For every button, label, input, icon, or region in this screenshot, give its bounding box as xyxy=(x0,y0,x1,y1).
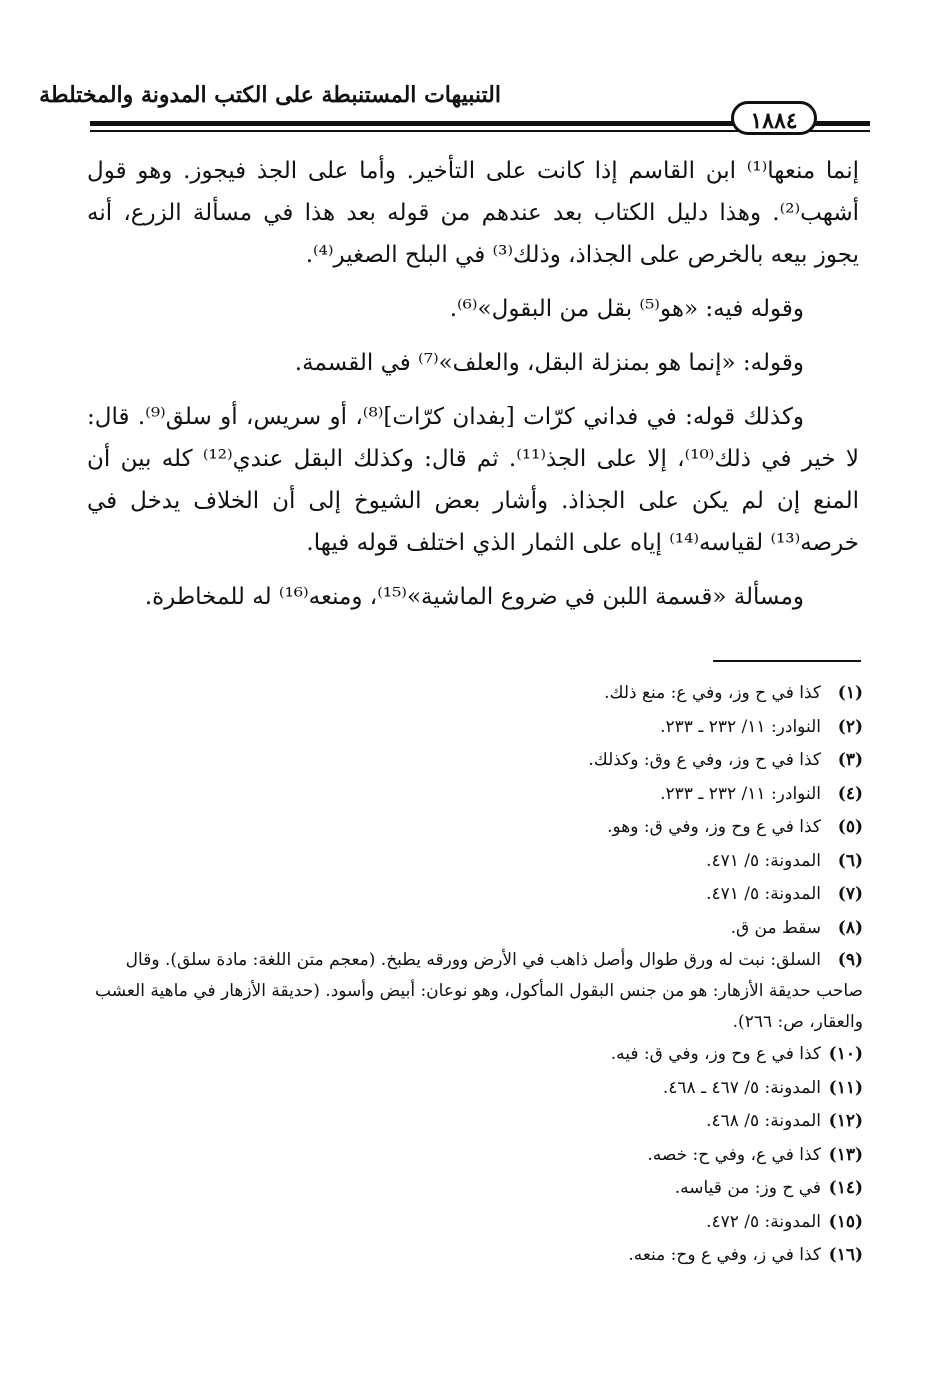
footnote xyxy=(78,778,863,812)
page-number: ١٨٨٤ xyxy=(731,101,817,135)
footnote xyxy=(78,845,863,879)
footnote-number: (١٥) xyxy=(828,1211,863,1232)
footnote-text: النوادر: ١١/ ٢٣٢ ـ ٢٣٣. xyxy=(660,783,821,804)
main-text xyxy=(87,150,859,630)
footnote-text: كذا في ح وز، وفي ع: منع ذلك. xyxy=(604,683,821,703)
footnote-number: (١٢) xyxy=(828,1111,863,1131)
footnote-text: المدونة: ٥/ ٤٦٨. xyxy=(706,1111,821,1131)
footnote-number: (٢) xyxy=(837,716,863,737)
paragraph: ومسألة «قسمة اللبن في ضروع الماشية»⁽¹⁵⁾، ومنعه⁽¹⁶⁾ له للمخاطرة. xyxy=(144,584,804,610)
footnote xyxy=(78,1105,863,1139)
footnote xyxy=(78,1038,863,1072)
footnote-text: كذا في ع وح وز، وفي ق: فيه. xyxy=(610,1044,821,1064)
footnote-number: (٣) xyxy=(837,750,863,770)
footnote-number: (١٦) xyxy=(828,1245,863,1265)
footnote xyxy=(78,711,863,745)
footnotes xyxy=(78,677,863,1273)
paragraph: وقوله: «إنما هو بمنزلة البقل، والعلف»⁽⁷⁾ في القسمة. xyxy=(294,350,804,376)
footnote-number: (٨) xyxy=(837,917,863,938)
footnote-text: كذا في ع، وفي ح: خصه. xyxy=(647,1144,821,1165)
footnote-text: النوادر: ١١/ ٢٣٢ ـ ٢٣٣. xyxy=(660,716,821,737)
footnote xyxy=(78,1072,863,1106)
paragraph: وكذلك قوله: في فداني كرّات [بفدان كرّات]⁽⁸⁾، أو سريس، أو سلق⁽⁹⁾. قال: لا خير في ذلك⁽¹⁰⁾، إلا على الجذ⁽¹¹⁾. ثم قال: وكذلك البقل عندي⁽¹²⁾ كله بين أن المنع إن لم يكن على الجذاذ. وأشار بعض الشيوخ إلى أن الخلاف يدخل في خرصه⁽¹³⁾ لقياسه⁽¹⁴⁾ إياه على الثمار الذي اختلف قوله فيها. xyxy=(87,404,859,556)
footnote-text: في ح وز: من قياسه. xyxy=(674,1178,821,1198)
footnote xyxy=(78,1206,863,1240)
footnote-number: (٥) xyxy=(837,817,863,837)
paragraph: وقوله فيه: «هو⁽⁵⁾ بقل من البقول»⁽⁶⁾. xyxy=(449,296,804,322)
footnote-text: المدونة: ٥/ ٤٧١. xyxy=(706,850,821,871)
footnote xyxy=(78,878,863,912)
footnote-text: سقط من ق. xyxy=(730,917,821,938)
footnote-text: كذا في ع وح وز، وفي ق: وهو. xyxy=(607,817,821,837)
footnote-separator xyxy=(713,660,861,662)
footnote-number: (١) xyxy=(837,683,863,703)
paragraph: إنما منعها⁽¹⁾ ابن القاسم إذا كانت على التأخير. وأما على الجذ فيجوز. وهو قول أشهب⁽²⁾. وهذا دليل الكتاب بعد عندهم من قوله بعد هذا في مسألة الزرع، أنه يجوز بيعه بالخرص على الجذاذ، وذلك⁽³⁾ في البلح الصغير⁽⁴⁾. xyxy=(87,158,860,268)
footnote xyxy=(78,744,863,778)
footnote-number: (٦) xyxy=(837,850,863,871)
footnote-number: (١٣) xyxy=(828,1144,863,1165)
footnote xyxy=(78,1139,863,1173)
running-title: التنبيهات المستنبطة على الكتب المدونة والمختلطة xyxy=(39,82,501,108)
footnote xyxy=(78,1172,863,1206)
footnote-text: السلق: نبت له ورق طوال وأصل ذاهب في الأرض وورقه يطبخ. (معجم متن اللغة: مادة سلق). وقال صاحب حديقة الأزهار: هو من جنس البقول المأكول، وهو نوعان: أبيض وأسود. (حديقة الأزهار في ماهية العشب والعقار، ص: ٢٦٦). xyxy=(95,950,863,1032)
footnote-number: (١٠) xyxy=(828,1044,863,1064)
footnote-number: (١١) xyxy=(828,1077,863,1098)
footnote xyxy=(78,1239,863,1273)
footnote xyxy=(78,912,863,946)
footnote-number: (١٤) xyxy=(828,1178,863,1198)
footnote-number: (٧) xyxy=(837,884,863,904)
footnote-number: (٩) xyxy=(837,950,863,970)
footnote xyxy=(78,677,863,711)
footnote xyxy=(78,811,863,845)
footnote-text: المدونة: ٥/ ٤٦٧ ـ ٤٦٨. xyxy=(662,1077,821,1098)
footnote-text: المدونة: ٥/ ٤٧٢. xyxy=(706,1211,821,1232)
footnote xyxy=(78,945,863,1038)
footnote-number: (٤) xyxy=(837,783,863,804)
footnote-text: المدونة: ٥/ ٤٧١. xyxy=(706,884,821,904)
footnote-text: كذا في ز، وفي ع وح: منعه. xyxy=(628,1245,821,1265)
footnote-text: كذا في ح وز، وفي ع وق: وكذلك. xyxy=(588,750,821,770)
